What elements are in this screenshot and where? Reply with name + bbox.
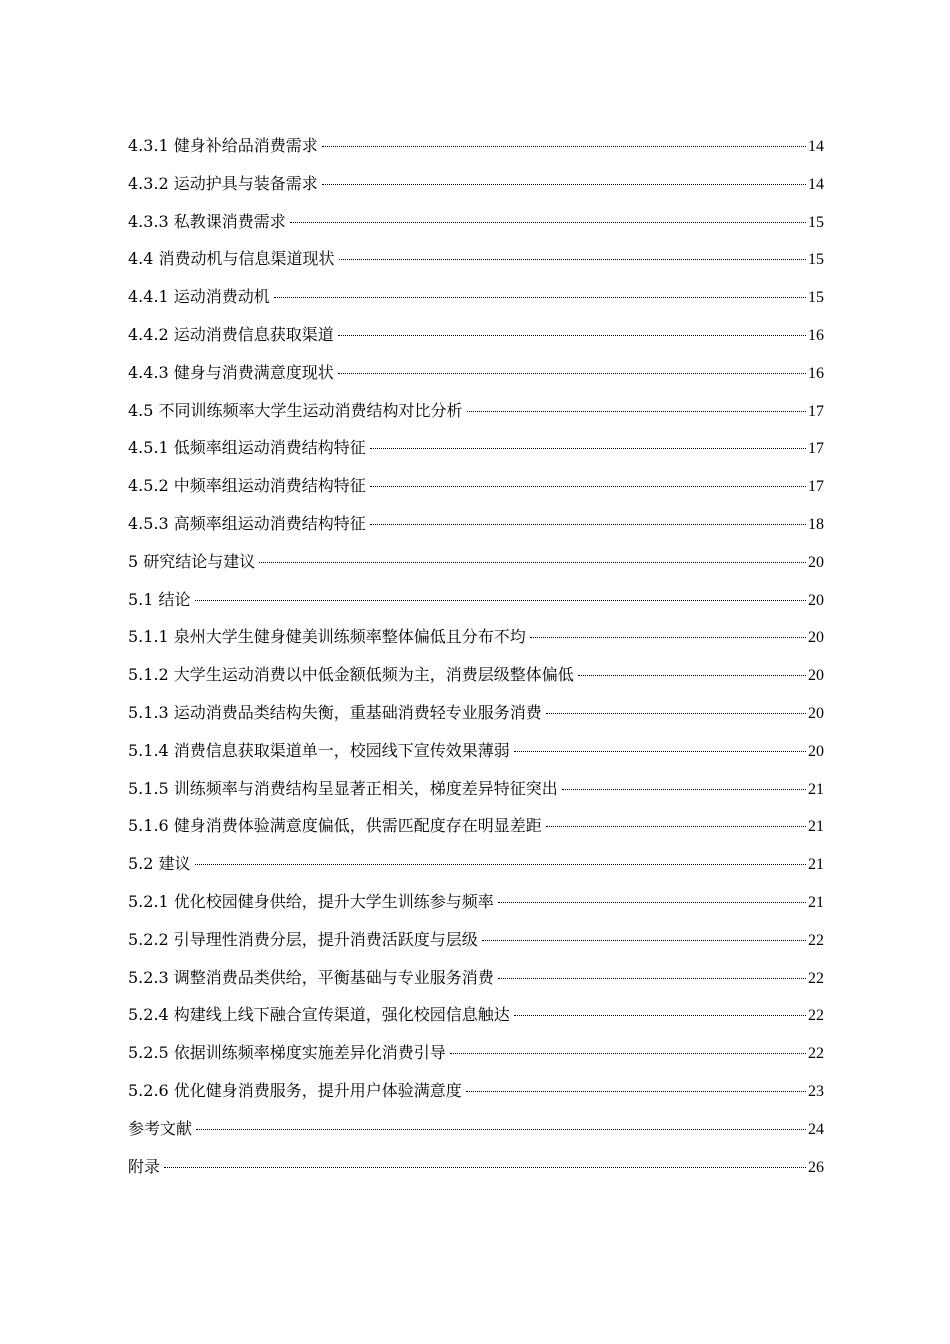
toc-entry-title: 5.1.1 泉州大学生健身健美训练频率整体偏低且分布不均	[128, 627, 526, 647]
toc-entry-page-number: 15	[808, 213, 824, 231]
toc-entry[interactable]	[128, 888, 824, 926]
toc-entry-title: 5.2.2 引导理性消费分层，提升消费活跃度与层级	[128, 929, 478, 949]
toc-entry-title: 5.2.3 调整消费品类供给，平衡基础与专业服务消费	[128, 967, 494, 987]
toc-dot-leader	[530, 637, 806, 638]
toc-entry-title: 5.1.4 消费信息获取渠道单一，校园线下宣传效果薄弱	[128, 740, 510, 760]
toc-entry-title: 4.3.3 私教课消费需求	[128, 211, 286, 231]
toc-entry-page-number: 14	[808, 175, 824, 193]
toc-dot-leader	[370, 448, 806, 449]
toc-entry-title: 5.2.5 依据训练频率梯度实施差异化消费引导	[128, 1043, 446, 1063]
toc-entry-page-number: 20	[808, 667, 824, 685]
toc-entry-title: 4.5 不同训练频率大学生运动消费结构对比分析	[128, 400, 463, 420]
toc-entry-title: 5.2.6 优化健身消费服务，提升用户体验满意度	[128, 1080, 462, 1100]
toc-dot-leader	[514, 1015, 806, 1016]
toc-entry-page-number: 22	[808, 969, 824, 987]
toc-entry-title: 4.4.3 健身与消费满意度现状	[128, 362, 334, 382]
toc-entry-page-number: 20	[808, 553, 824, 571]
toc-entry[interactable]	[128, 699, 824, 737]
toc-entry-title: 5.1.5 训练频率与消费结构呈显著正相关，梯度差异特征突出	[128, 778, 558, 798]
toc-dot-leader	[482, 940, 806, 941]
toc-entry[interactable]	[128, 1001, 824, 1039]
toc-entry-page-number: 15	[808, 289, 824, 307]
toc-entry[interactable]	[128, 397, 824, 435]
toc-entry[interactable]	[128, 964, 824, 1002]
toc-entry[interactable]	[128, 1153, 824, 1191]
toc-dot-leader	[322, 184, 806, 185]
toc-dot-leader	[322, 146, 806, 147]
toc-entry-page-number: 20	[808, 629, 824, 647]
toc-dot-leader	[338, 373, 806, 374]
toc-dot-leader	[514, 751, 806, 752]
toc-entry[interactable]	[128, 586, 824, 624]
toc-entry-title: 参考文献	[128, 1118, 193, 1138]
toc-entry[interactable]	[128, 245, 824, 283]
toc-entry-title: 5.1.6 健身消费体验满意度偏低，供需匹配度存在明显差距	[128, 816, 542, 836]
toc-entry[interactable]	[128, 132, 824, 170]
toc-dot-leader	[562, 789, 806, 790]
toc-entry-page-number: 15	[808, 251, 824, 269]
toc-entry-title: 4.4.1 运动消费动机	[128, 287, 270, 307]
toc-entry-title: 4.3.1 健身补给品消费需求	[128, 136, 318, 155]
toc-entry-page-number: 20	[808, 742, 824, 760]
toc-entry[interactable]	[128, 737, 824, 775]
toc-entry-title: 附录	[128, 1156, 161, 1176]
toc-entry-page-number: 21	[808, 780, 824, 798]
toc-entry-title: 5.1.3 运动消费品类结构失衡，重基础消费轻专业服务消费	[128, 702, 542, 722]
toc-entry-title: 4.3.2 运动护具与装备需求	[128, 173, 318, 193]
toc-entry-title: 4.4 消费动机与信息渠道现状	[128, 249, 335, 269]
toc-entry[interactable]	[128, 812, 824, 850]
toc-entry-page-number: 16	[808, 364, 824, 382]
toc-dot-leader	[338, 335, 806, 336]
toc-entry[interactable]	[128, 321, 824, 359]
toc-entry-title: 5.1.2 大学生运动消费以中低金额低频为主，消费层级整体偏低	[128, 665, 574, 685]
toc-entry-page-number: 20	[808, 591, 824, 609]
toc-entry-page-number: 22	[808, 931, 824, 949]
toc-dot-leader	[498, 902, 806, 903]
toc-entry-page-number: 21	[808, 856, 824, 874]
toc-dot-leader	[195, 600, 806, 601]
toc-entry[interactable]	[128, 208, 824, 246]
toc-entry-title: 5 研究结论与建议	[128, 551, 256, 571]
toc-dot-leader	[546, 826, 806, 827]
toc-entry-page-number: 22	[808, 1045, 824, 1063]
toc-entry[interactable]	[128, 472, 824, 510]
toc-entry-page-number: 23	[808, 1082, 824, 1100]
toc-entry-title: 5.2 建议	[128, 854, 191, 874]
toc-dot-leader	[370, 524, 806, 525]
toc-entry-title: 4.4.2 运动消费信息获取渠道	[128, 324, 334, 344]
toc-entry-page-number: 17	[808, 478, 824, 496]
toc-dot-leader	[196, 1129, 806, 1130]
toc-entry[interactable]	[128, 548, 824, 586]
toc-entry[interactable]	[128, 850, 824, 888]
toc-entry-title: 4.5.2 中频率组运动消费结构特征	[128, 476, 366, 496]
toc-entry[interactable]	[128, 1039, 824, 1077]
toc-dot-leader	[339, 259, 806, 260]
toc-entry-page-number: 21	[808, 818, 824, 836]
toc-dot-leader	[546, 713, 806, 714]
toc-entry-title: 5.2.4 构建线上线下融合宣传渠道，强化校园信息触达	[128, 1005, 510, 1025]
toc-dot-leader	[578, 675, 806, 676]
toc-entry-page-number: 26	[808, 1158, 824, 1176]
toc-dot-leader	[164, 1167, 806, 1168]
toc-entry-page-number: 24	[808, 1120, 824, 1138]
toc-entry[interactable]	[128, 1115, 824, 1153]
toc-entry[interactable]	[128, 283, 824, 321]
toc-dot-leader	[466, 1091, 806, 1092]
toc-entry-page-number: 18	[808, 515, 824, 533]
toc-entry-title: 5.1 结论	[128, 589, 191, 609]
toc-entry-page-number: 21	[808, 893, 824, 911]
toc-entry-page-number: 14	[808, 138, 824, 155]
toc-entry[interactable]	[128, 510, 824, 548]
toc-entry[interactable]	[128, 661, 824, 699]
toc-entry[interactable]	[128, 359, 824, 397]
toc-dot-leader	[370, 486, 806, 487]
toc-entry[interactable]	[128, 623, 824, 661]
toc-dot-leader	[450, 1053, 806, 1054]
toc-entry-page-number: 22	[808, 1007, 824, 1025]
toc-dot-leader	[259, 562, 806, 563]
toc-entry-title: 5.2.1 优化校园健身供给，提升大学生训练参与频率	[128, 891, 494, 911]
toc-dot-leader	[195, 864, 806, 865]
toc-dot-leader	[467, 411, 806, 412]
toc-dot-leader	[498, 978, 806, 979]
toc-entry[interactable]	[128, 775, 824, 813]
toc-entry-title: 4.5.1 低频率组运动消费结构特征	[128, 438, 366, 458]
toc-entry-page-number: 17	[808, 402, 824, 420]
toc-entry-page-number: 16	[808, 326, 824, 344]
toc-entry[interactable]	[128, 1077, 824, 1115]
toc-entry[interactable]	[128, 926, 824, 964]
toc-entry-page-number: 20	[808, 704, 824, 722]
toc-entry-title: 4.5.3 高频率组运动消费结构特征	[128, 513, 366, 533]
toc-entry[interactable]	[128, 434, 824, 472]
toc-dot-leader	[290, 222, 806, 223]
toc-entry-page-number: 17	[808, 440, 824, 458]
table-of-contents	[128, 132, 824, 1190]
toc-dot-leader	[274, 297, 806, 298]
toc-entry[interactable]	[128, 170, 824, 208]
